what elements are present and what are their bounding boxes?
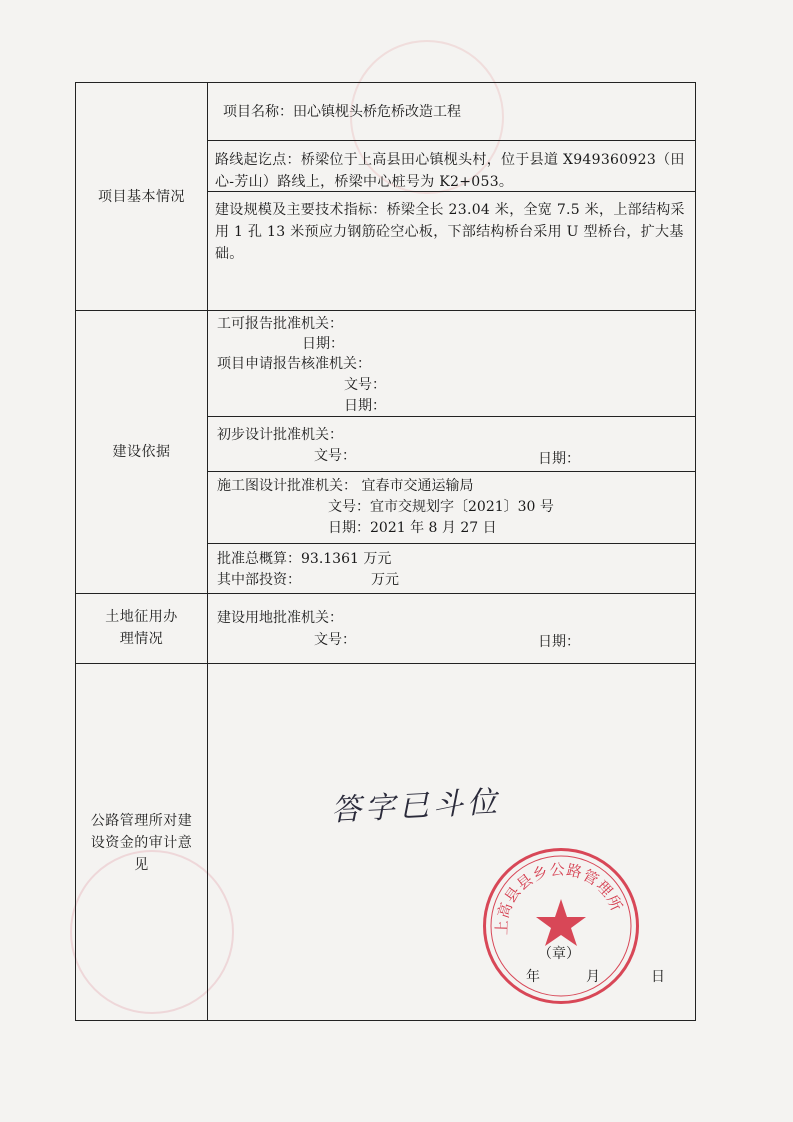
section-audit-opinion: 公路管理所对建设资金的审计意见 (90, 812, 193, 873)
prelim-authority: 初步设计批准机关： (217, 427, 343, 443)
official-seal (483, 848, 639, 1004)
project-scale: 建设规模及主要技术指标：桥梁全长 23.04 米，全宽 7.5 米，上部结构采用 1 孔 13 米预应力钢筋砼空心板，下部结构桥台采用 U 型桥台，扩大基础。 (215, 202, 685, 262)
application-date: 日期： (344, 398, 386, 414)
construction-authority: 施工图设计批准机关： 宜春市交通运输局 (217, 478, 474, 494)
application-docno: 文号： (344, 377, 386, 393)
handwritten-signature: 答字已斗位 (330, 784, 502, 829)
section-land-acquisition: 土地征用办理情况 (105, 609, 178, 647)
ministry-investment: 其中部投资： 万元 (217, 572, 399, 588)
project-name: 项目名称：田心镇枧头桥危桥改造工程 (223, 104, 461, 120)
row-divider (207, 543, 695, 544)
row-divider (207, 140, 695, 141)
feasibility-date: 日期： (302, 336, 344, 352)
project-route: 路线起讫点：桥梁位于上高县田心镇枧头村，位于县道 X949360923（田心-芳山）路线上，桥梁中心桩号为 K2+053。 (215, 152, 685, 190)
prelim-docno: 文号： (314, 448, 356, 464)
feasibility-authority: 工可报告批准机关： (217, 316, 343, 332)
section-construction-basis: 建设依据 (112, 443, 171, 460)
section-basic-info: 项目基本情况 (98, 188, 185, 205)
column-divider (207, 83, 208, 1020)
land-date: 日期： (538, 634, 580, 650)
seal-caption: （章） (538, 946, 580, 962)
seal-text: 上高县县乡公路管理所 (492, 860, 626, 936)
application-authority: 项目申请报告核准机关： (217, 356, 371, 372)
land-docno: 文号： (314, 632, 356, 648)
prelim-date: 日期： (538, 451, 580, 467)
date-year: 年 (526, 969, 540, 985)
date-day: 日 (651, 969, 665, 985)
row-divider (207, 416, 695, 417)
construction-date: 日期：2021 年 8 月 27 日 (328, 520, 497, 536)
construction-docno: 文号：宜市交规划字〔2021〕30 号 (328, 499, 554, 515)
row-divider (207, 471, 695, 472)
date-month: 月 (586, 969, 600, 985)
approval-form-table (75, 82, 696, 1021)
land-authority: 建设用地批准机关： (217, 610, 343, 626)
seal-star-icon (536, 899, 586, 946)
total-budget: 批准总概算：93.1361 万元 (217, 551, 392, 567)
seal-graphic (486, 851, 636, 1001)
